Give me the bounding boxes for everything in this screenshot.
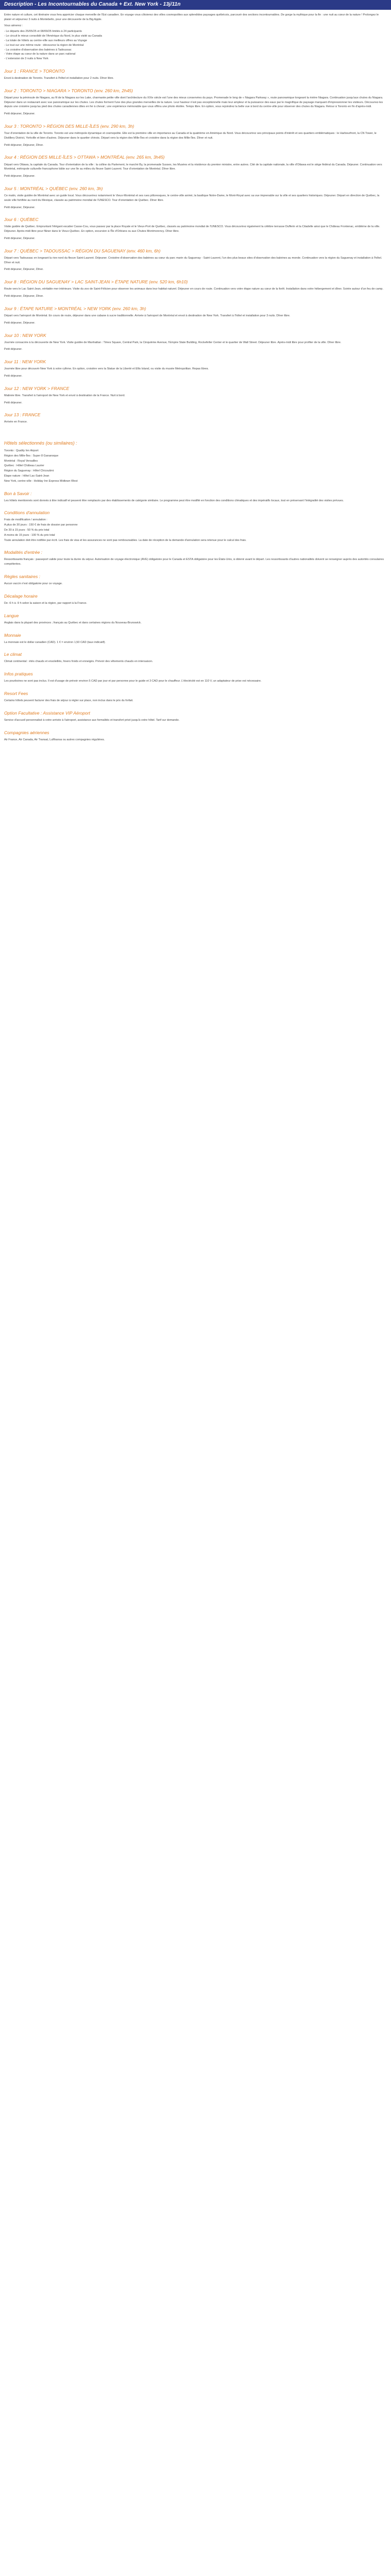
day-description: Départ vers Ottawa, la capitale du Canada. Tour d'orientation de la ville : la colline du Parlement, le marché By, la promenade Sussex, les Musées et la résidence du premier ministre, entre autres. Cité de la capitale nationale, la ville d'Ottawa est le siège fédéral du Canada. Déjeuner. Continuation vers Montréal, métropole culturelle francophone bâtie sur une île au milieu du fleuve Saint-Laurent. Tour d'orientation de Montréal. Dîner libre. <box>4 163 382 171</box>
favorite-item: - La croisière d'observation des baleines à Tadoussac <box>4 48 72 52</box>
hotels-heading: Hôtels sélectionnés (ou similaires) : <box>4 440 77 446</box>
favorite-item: - Le circuit le mieux consolidé de l'Amérique du Nord, le plus visité au Canada <box>4 35 102 38</box>
health-heading: Règles sanitaires : <box>4 574 40 580</box>
day-description: Journée consacrée à la découverte de New York. Visite guidée de Manhattan : Times Square, Central Park, la Cinquième Avenue, l'Empire State Building, Rockefeller Center et le quartier de Wall Street. Déjeuner libre. Après-midi libre pour profiter de la ville. Dîner libre. <box>4 341 341 344</box>
favorite-item: - Le tout sur une même route : découvrez la région de Montréal <box>4 43 84 47</box>
hotel-item: Étape nature : Hôtel Lac-Saint-Jean <box>4 474 50 478</box>
timezone-text: De -6 h à -9 h selon la saison et la région, par rapport à la France. <box>4 601 87 605</box>
condition-item: A plus de 30 jours : 150 € de frais de dossier par personne <box>4 523 78 527</box>
day-description: Tour d'orientation de la ville de Toronto. Toronto est une métropole dynamique et cosmopolite. Elle est la première ville en importance au Canada et la quatrième en Amérique du Nord. Vous découvrirez ses principaux points d'intérêt et ses quartiers emblématiques : le Harbourfront, la CN Tower, le Distillery District, Yorkville et bien d'autres. Déjeuner dans le quartier chinois. Départ vers la région des Mille-Îles et croisière dans la région des Mille-Îles. Dîner et nuit. <box>4 132 377 140</box>
favorite-item: - Votre étape au cœur de la nature dans un parc national <box>4 53 76 56</box>
day-block <box>4 124 387 147</box>
day-title: Jour 12 : NEW YORK > FRANCE <box>4 385 70 391</box>
day-block <box>4 88 387 116</box>
day-title: Jour 2 : TORONTO > NIAGARA > TORONTO (env. 260 km, 2h45) <box>4 88 133 93</box>
day-block <box>4 386 387 405</box>
hotel-item: Montréal : Royal Versailles <box>4 459 38 463</box>
climate-heading: Le climat <box>4 652 22 657</box>
resort-fees-heading: Resort Fees <box>4 691 28 697</box>
day-block <box>4 217 387 241</box>
day-meals: Petit déjeuner, Déjeuner. <box>4 237 36 240</box>
hotels-list <box>4 449 387 484</box>
welcome-heading: Bon à Savoir : <box>4 490 32 496</box>
intro-lead: Entre nature et culture, cet itinéraire vous fera apprécier chaque merveille de l'Est canadien. En voyage vous côtoierez des villes cosmopolites aux splendides paysages québécois, parcourir des sections incontournables. De gorge la mythique pour la fin : une nuit au cœur de la nature ! Prolongez le plaisir et séjournez 3 nuits à Montebello, pour une découverte de la Big Apple. <box>4 13 379 21</box>
conditions-list <box>4 518 387 537</box>
currency-heading: Monnaie <box>4 632 21 638</box>
resort-fees-text: Certains hôtels peuvent facturer des frais de séjour à régler sur place, non inclus dans le prix du forfait. <box>4 699 134 703</box>
airlines-heading: Compagnies aériennes <box>4 730 50 735</box>
day-description: Journée libre pour découvrir New York à votre rythme. En option, croisière vers la Statue de la Liberté et Ellis Island, ou visite du musée Metropolitan. Repas libres. <box>4 367 209 371</box>
day-title: Jour 3 : TORONTO > RÉGION DES MILLE-ÎLES (env. 290 km, 3h) <box>4 124 135 129</box>
day-block <box>4 248 387 272</box>
day-meals: Petit déjeuner. <box>4 375 23 378</box>
intro-section <box>4 13 387 61</box>
conditions-heading: Conditions d'annulation <box>4 510 50 516</box>
language-text: Anglais dans la plupart des provinces ; français au Québec et dans certaines régions du Nouveau-Brunswick. <box>4 621 141 624</box>
day-description: Départ pour la péninsule de Niagara, au fil de la Niagara sur les Lake, charmante petite ville dont l'architecture du XIXe siècle est l'une des mieux conservées du pays. Promenade le long de « Niagara Parkway », route panoramique longeant la rivière Niagara. Continuation jusqu'aux chutes du Niagara. Déjeuner dans un restaurant avec vue panoramique sur les chutes. Les chutes forment l'une des plus grandes merveilles de la nature. Leur hauteur n'est pas exceptionnelle mais leur ampleur et la puissance des eaux par le magnifique de paysage marquant d'impressionner les visiteurs. Découvrez-les depuis une croisière jusqu'au pied des chutes canadiennes dites en fer à cheval ; une expérience mémorable que vous offrira une photo étoilée. Temps libre. En option, vous rejoindrez la belle vue à bord du centre-ville pour observer des chutes du Niagara. Retour à Toronto en fin d'après-midi. <box>4 96 383 109</box>
airlines-text: Air France, Air Canada, Air Transat, Lufthansa ou autres compagnies régulières. <box>4 738 105 741</box>
favorites-list <box>4 29 387 61</box>
day-block <box>4 155 387 178</box>
day-title: Jour 8 : RÉGION DU SAGUENAY > LAC SAINT-JEAN > ÉTAPE NATURE (env. 520 km, 6h10) <box>4 279 188 285</box>
page-content <box>0 13 391 750</box>
title-banner <box>0 0 391 10</box>
currency-text: La monnaie est le dollar canadien (CAD). 1 € = environ 1,50 CAD (taux indicatif). <box>4 640 106 644</box>
hotel-item: Région du Saguenay : Hôtel Chicoutimi <box>4 469 54 473</box>
day-meals: Petit déjeuner. <box>4 348 23 351</box>
day-description: Envol à destination de Toronto. Transfert à l'hôtel et installation pour 2 nuits. Dîner libre. <box>4 77 114 80</box>
day-description: Ce matin, visite guidée de Montréal avec un guide local. Vous découvrirez notamment le Vieux-Montréal et ses rues pittoresques, le centre-ville animé, la basilique Notre-Dame, le Mont-Royal avec sa vue imprenable sur la ville et ses quartiers historiques. Déjeuner. Départ en direction de Québec, la seule ville fortifiée au nord du Mexique, classée au patrimoine mondial de l'UNESCO. Tour d'orientation de Québec. Dîner libre. <box>4 194 380 202</box>
favorite-item: - La totale de hôtels au centre-ville aux meilleurs offres au Voyage <box>4 39 87 42</box>
option-heading: Option Facultative : Assistance VIP Aéroport <box>4 710 90 716</box>
day-meals: Petit déjeuner, Déjeuner. <box>4 206 36 209</box>
health-text: Aucun vaccin n'est obligatoire pour ce voyage. <box>4 582 63 586</box>
itinerary <box>4 69 387 425</box>
day-title: Jour 11 : NEW YORK <box>4 359 46 365</box>
climate-text: Climat continental : étés chauds et ensoleillés, hivers froids et enneigés. Prévoir des vêtements chauds en intersaison. <box>4 660 153 664</box>
day-block <box>4 333 387 352</box>
day-meals: Petit déjeuner, Déjeuner. <box>4 321 36 325</box>
day-block <box>4 186 387 210</box>
day-description: Départ vers l'aéroport de Montréal. En cours de route, déjeuner dans une cabane à sucre traditionnelle. Arrivée à l'aéroport de Montréal et envol à destination de New York. Transfert à l'hôtel et installation pour 3 nuits. Dîner libre. <box>4 314 290 317</box>
day-block <box>4 412 387 425</box>
condition-item: De 30 à 15 jours : 50 % du prix total <box>4 529 50 532</box>
practical-text: Les pourboires ne sont pas inclus. Il est d'usage de prévoir environ 5 CAD par jour et par personne pour le guide et 3 CAD pour le chauffeur. L'électricité est en 110 V, un adaptateur de prise est nécessaire. <box>4 680 262 683</box>
welcome-text: Les hôtels mentionnés sont donnés à titre indicatif et peuvent être remplacés par des établissements de catégorie similaire. Le programme peut être modifié en fonction des conditions climatiques et des impératifs locaux, tout en préservant l'intégralité des visites prévues. <box>4 499 344 502</box>
day-description: Départ vers Tadoussac en longeant la rive nord du fleuve Saint-Laurent. Déjeuner. Croisière d'observation des baleines au cœur du parc marin du Saguenay - Saint-Laurent, l'un des plus beaux sites d'observation des baleines au monde. Continuation vers la région du Saguenay et installation à l'hôtel. Dîner et nuit. <box>4 256 382 264</box>
formalities-text: Ressortissants français : passeport valide pour toute la durée du séjour. Autorisation de voyage électronique (AVE) obligatoire pour le Canada et ESTA obligatoire pour les États-Unis, à obtenir avant le départ. Les ressortissants d'autres nationalités doivent se renseigner auprès des autorités consulaires compétentes. <box>4 558 384 566</box>
day-title: Jour 6 : QUÉBEC <box>4 217 39 223</box>
day-description: Visite guidée de Québec. Empruntant l'élégant escalier Casse-Cou, vous passez par la place Royale et le Vieux-Port de Québec, classés au patrimoine mondial de l'UNESCO. Vous découvrirez également la célèbre terrasse Dufferin et la Citadelle ainsi que le Château Frontenac, emblème de la ville. Déjeuner. Après-midi libre pour flâner dans le Vieux-Québec. En option, excursion à l'Île d'Orléans ou aux Chutes Montmorency. Dîner libre. <box>4 225 380 233</box>
condition-item: Frais de modification / annulation : <box>4 518 47 522</box>
day-title: Jour 1 : FRANCE > TORONTO <box>4 68 65 74</box>
favorites-title: Vous aimerez : <box>4 24 23 27</box>
hotel-item: New York, centre-ville : Holiday Inn Express Midtown West <box>4 479 78 483</box>
option-text: Service d'accueil personnalisé à votre arrivée à l'aéroport, assistance aux formalités et transfert privé jusqu'à votre hôtel. Tarif sur demande. <box>4 719 180 722</box>
day-title: Jour 9 : ÉTAPE NATURE > MONTRÉAL > NEW YORK (env. 260 km, 3h) <box>4 306 146 311</box>
language-heading: Langue <box>4 613 19 618</box>
day-description: Arrivée en France. <box>4 420 28 424</box>
day-meals: Petit déjeuner, Déjeuner, Dîner. <box>4 143 44 147</box>
day-title: Jour 10 : NEW YORK <box>4 332 46 338</box>
day-meals: Petit déjeuner, Déjeuner. <box>4 112 36 116</box>
practical-heading: Infos pratiques <box>4 671 33 677</box>
hotel-item: Québec : Hôtel Château Laurier <box>4 464 44 468</box>
formalities-heading: Modalités d'entrée : <box>4 550 42 555</box>
favorite-item: - L'extension de 3 nuits à New York <box>4 57 48 61</box>
favorite-item: - Le départs des 25/05/25 et 08/09/25 limités à 24 participants <box>4 30 82 33</box>
day-title: Jour 13 : FRANCE <box>4 412 41 418</box>
day-title: Jour 4 : RÉGION DES MILLE-ÎLES > OTTAWA > MONTRÉAL (env. 265 km, 3h45) <box>4 155 165 160</box>
page-title: Description - Les Incontournables du Canada + Ext. New York - 13j/11n <box>4 2 181 7</box>
day-block <box>4 69 387 81</box>
hotel-item: Toronto : Quality Inn Airport <box>4 449 39 452</box>
day-title: Jour 5 : MONTRÉAL > QUÉBEC (env. 260 km, 3h) <box>4 185 103 191</box>
day-meals: Petit déjeuner, Déjeuner, Dîner. <box>4 295 44 298</box>
day-description: Matinée libre. Transfert à l'aéroport de New York et envol à destination de la France. Nuit à bord. <box>4 394 125 397</box>
day-block <box>4 279 387 299</box>
hotel-item: Région des Mille-Îles : Super 8 Gananoque <box>4 454 59 457</box>
conditions-text: Toute annulation doit être notifiée par écrit. Les frais de visa et les assurances ne sont pas remboursables. La date de réception de la demande d'annulation sera retenue pour le calcul des frais. <box>4 538 247 542</box>
day-meals: Petit déjeuner. <box>4 401 23 404</box>
timezone-heading: Décalage horaire <box>4 593 38 599</box>
day-block <box>4 306 387 326</box>
day-description: Route vers le Lac Saint-Jean, véritable mer intérieure. Visite du zoo de Saint-Félicien pour observer les animaux dans leur habitat naturel. Déjeuner en cours de route. Continuation vers votre étape nature au cœur de la forêt. Installation dans votre hébergement et dîner. Soirée autour d'un feu de camp. <box>4 287 384 291</box>
day-block <box>4 359 387 379</box>
day-title: Jour 7 : QUÉBEC > TADOUSSAC > RÉGION DU SAGUENAY (env. 460 km, 6h) <box>4 248 161 253</box>
day-meals: Petit déjeuner, Déjeuner, Dîner. <box>4 268 44 272</box>
day-meals: Petit déjeuner, Déjeuner. <box>4 175 36 178</box>
condition-item: A moins de 15 jours : 100 % du prix total <box>4 533 55 537</box>
